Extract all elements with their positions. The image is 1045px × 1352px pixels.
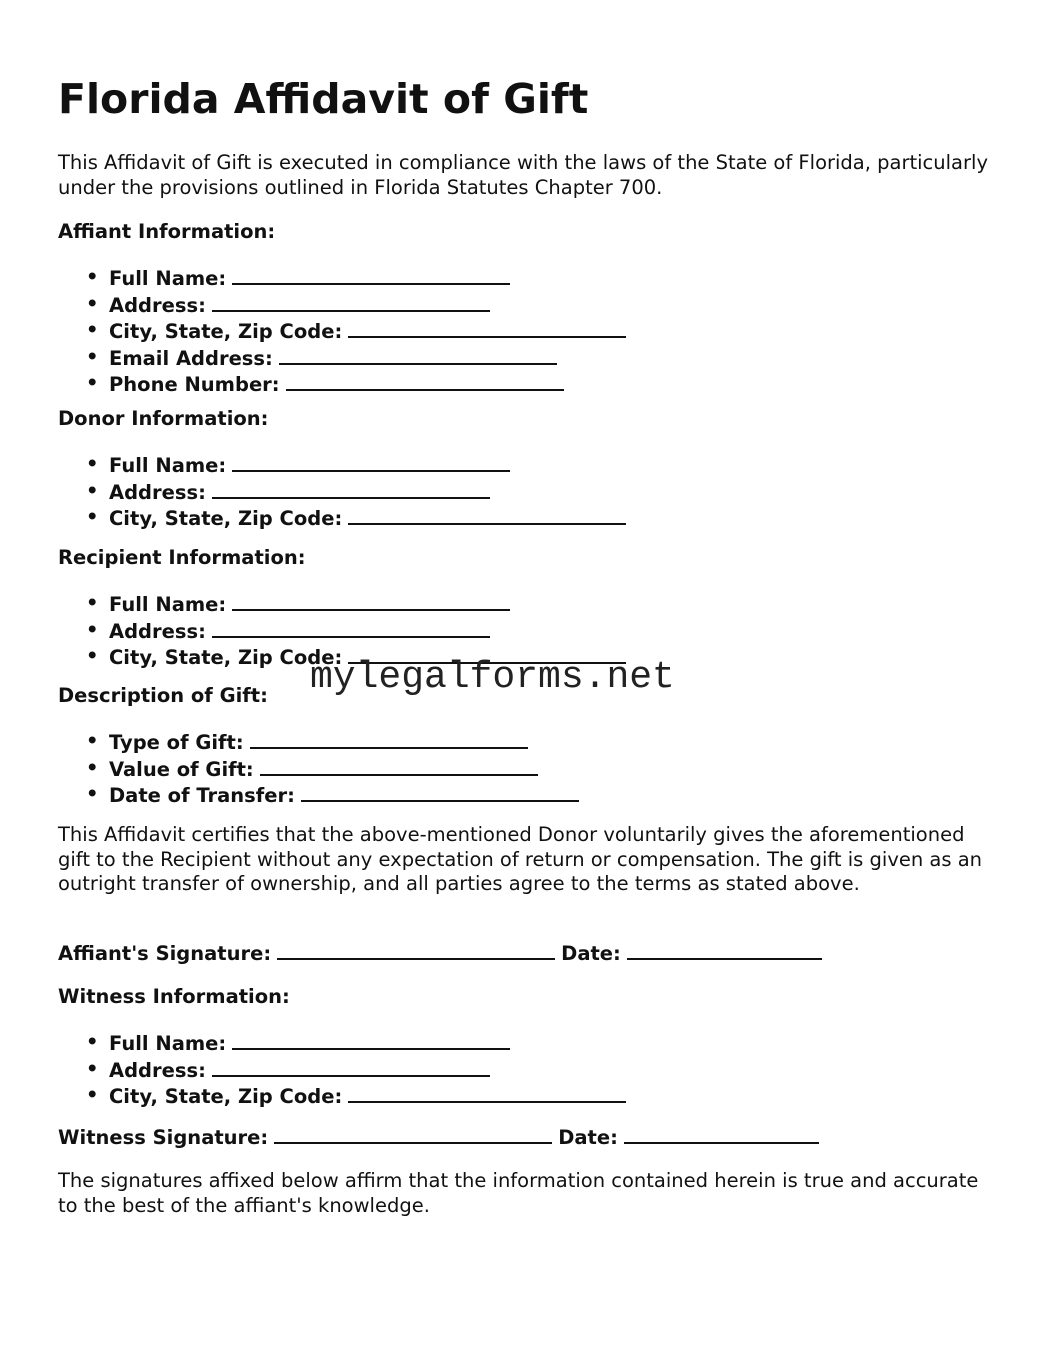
affiant-heading: Affiant Information: xyxy=(58,220,276,243)
fill-in-line[interactable] xyxy=(232,1030,510,1050)
fill-in-line[interactable] xyxy=(286,371,564,391)
field-label: City, State, Zip Code: xyxy=(109,320,343,343)
donor-heading: Donor Information: xyxy=(58,407,269,430)
gift-type-field[interactable] xyxy=(58,729,579,756)
field-label: Date of Transfer: xyxy=(109,784,295,807)
gift-fields xyxy=(58,729,579,809)
witness-heading: Witness Information: xyxy=(58,985,290,1008)
closing-paragraph: The signatures affixed below affirm that the information contained herein is true and accurate to the best of the affiant's knowledge. xyxy=(58,1169,979,1217)
field-label: Phone Number: xyxy=(109,373,280,396)
affiant-city-state-zip-field[interactable] xyxy=(58,318,626,345)
fill-in-line[interactable] xyxy=(232,452,510,472)
fill-in-line[interactable] xyxy=(232,265,510,285)
donor-city-state-zip-field[interactable] xyxy=(58,505,626,532)
affiant-address-field[interactable] xyxy=(58,292,626,319)
fill-in-line[interactable] xyxy=(212,292,490,312)
affiant-signature-line xyxy=(58,940,822,967)
bullet-icon: • xyxy=(86,505,99,528)
fill-in-line[interactable] xyxy=(232,591,510,611)
bullet-icon: • xyxy=(86,782,99,805)
affiant-email-field[interactable] xyxy=(58,345,626,372)
witness-signature-line xyxy=(58,1124,819,1151)
donor-address-field[interactable] xyxy=(58,479,626,506)
witness-city-state-zip-field[interactable] xyxy=(58,1083,626,1110)
gift-date-of-transfer-field[interactable] xyxy=(58,782,579,809)
fill-in-line[interactable] xyxy=(260,756,538,776)
donor-fields xyxy=(58,452,626,532)
witness-date-label: Date: xyxy=(558,1126,618,1149)
field-label: City, State, Zip Code: xyxy=(109,1085,343,1108)
affiant-signature-label: Affiant's Signature: xyxy=(58,942,272,965)
fill-in-line[interactable] xyxy=(348,318,626,338)
bullet-icon: • xyxy=(86,478,99,502)
watermark-text: mylegalforms.net xyxy=(310,656,675,699)
field-label: City, State, Zip Code: xyxy=(109,507,343,530)
bullet-icon: • xyxy=(86,1030,99,1053)
fill-in-line[interactable] xyxy=(212,479,490,499)
recipient-address-field[interactable] xyxy=(58,618,626,645)
field-label: Full Name: xyxy=(109,267,227,290)
bullet-icon: • xyxy=(86,265,99,288)
witness-signature-label: Witness Signature: xyxy=(58,1126,269,1149)
witness-fields xyxy=(58,1030,626,1110)
bullet-icon: • xyxy=(86,591,99,614)
intro-paragraph: This Affidavit of Gift is executed in compliance with the laws of the State of Florida, particularly under the provisions outlined in Florida Statutes Chapter 700. xyxy=(58,151,988,199)
affiant-phone-field[interactable] xyxy=(58,371,626,398)
affiant-full-name-field[interactable] xyxy=(58,265,626,292)
certification-paragraph: This Affidavit certifies that the above-mentioned Donor voluntarily gives the aforementioned gift to the Recipient without any expectation of return or compensation. The gift is given as an outright transfer of ownership, and all parties agree to the terms as stated above. xyxy=(58,823,983,895)
fill-in-line[interactable] xyxy=(301,782,579,802)
affiant-date-blank[interactable] xyxy=(627,940,822,960)
affiant-signature-blank[interactable] xyxy=(277,940,555,960)
bullet-icon: • xyxy=(86,729,99,752)
fill-in-line[interactable] xyxy=(212,618,490,638)
affiant-fields xyxy=(58,265,626,398)
fill-in-line[interactable] xyxy=(212,1057,490,1077)
field-label: Type of Gift: xyxy=(109,731,244,754)
field-label: Full Name: xyxy=(109,454,227,477)
bullet-icon: • xyxy=(86,371,99,394)
witness-address-field[interactable] xyxy=(58,1057,626,1084)
field-label: Address: xyxy=(109,619,206,643)
bullet-icon: • xyxy=(86,1056,99,1080)
recipient-full-name-field[interactable] xyxy=(58,591,626,618)
bullet-icon: • xyxy=(86,617,99,641)
field-label: Full Name: xyxy=(109,593,227,616)
bullet-icon: • xyxy=(86,452,99,475)
document-title: Florida Affidavit of Gift xyxy=(58,75,589,123)
field-label: Address: xyxy=(109,293,206,317)
gift-value-field[interactable] xyxy=(58,756,579,783)
field-label: Address: xyxy=(109,480,206,504)
recipient-heading: Recipient Information: xyxy=(58,546,306,569)
field-label: Address: xyxy=(109,1058,206,1082)
bullet-icon: • xyxy=(86,318,99,341)
bullet-icon: • xyxy=(86,344,99,368)
bullet-icon: • xyxy=(86,755,99,779)
field-label: City, State, Zip Code: xyxy=(109,646,343,669)
bullet-icon: • xyxy=(86,291,99,315)
field-label: Value of Gift: xyxy=(109,757,254,781)
witness-date-blank[interactable] xyxy=(624,1124,819,1144)
witness-signature-blank[interactable] xyxy=(274,1124,552,1144)
bullet-icon: • xyxy=(86,644,99,667)
field-label: Full Name: xyxy=(109,1032,227,1055)
fill-in-line[interactable] xyxy=(348,1083,626,1103)
affiant-date-label: Date: xyxy=(561,942,621,965)
witness-full-name-field[interactable] xyxy=(58,1030,626,1057)
fill-in-line[interactable] xyxy=(279,345,557,365)
gift-heading: Description of Gift: xyxy=(58,684,268,707)
field-label: Email Address: xyxy=(109,346,273,370)
donor-full-name-field[interactable] xyxy=(58,452,626,479)
bullet-icon: • xyxy=(86,1083,99,1106)
fill-in-line[interactable] xyxy=(348,505,626,525)
fill-in-line[interactable] xyxy=(250,729,528,749)
